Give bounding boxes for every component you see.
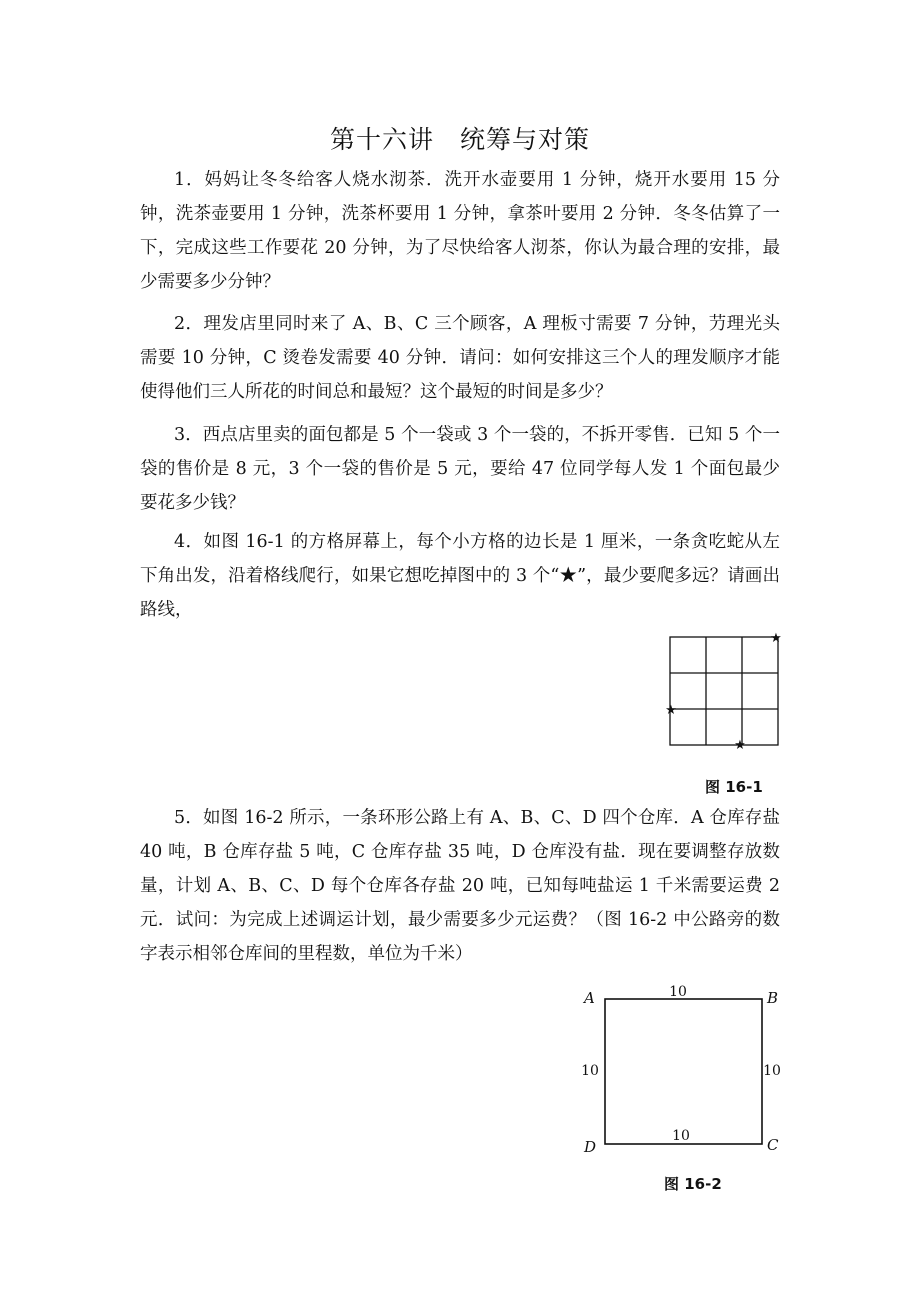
problem-3: 3．西点店里卖的面包都是 5 个一袋或 3 个一袋的，不拆开零售．已知 5 个一袋的售价是 8 元，3 个一袋的售价是 5 元，要给 47 位同学每人发 1 个面包最少要花多少钱？ xyxy=(140,425,780,513)
figure-16-2-caption: 图 16-2 xyxy=(664,1175,722,1193)
corner-label-d: D xyxy=(584,1138,597,1156)
corner-label-c: C xyxy=(767,1136,779,1154)
distance-bottom: 10 xyxy=(672,1128,690,1144)
distance-left: 10 xyxy=(581,1063,599,1079)
star-icon: ★ xyxy=(770,631,782,646)
corner-label-b: B xyxy=(767,989,779,1007)
distance-top: 10 xyxy=(669,984,687,1000)
road-square xyxy=(605,999,762,1144)
figure-16-1-caption: 图 16-1 xyxy=(705,778,763,796)
star-icon: ★ xyxy=(665,703,677,718)
problem-4: 4．如图 16-1 的方格屏幕上，每个小方格的边长是 1 厘米，一条贪吃蛇从左下角出发，沿着格线爬行，如果它想吃掉图中的 3 个“★”，最少要爬多远？请画出路线， xyxy=(140,532,780,620)
problem-5: 5．如图 16-2 所示，一条环形公路上有 A、B、C、D 四个仓库．A 仓库存盐 40 吨，B 仓库存盐 5 吨，C 仓库存盐 35 吨，D 仓库没有盐．现在要调整存放数量，计划 A、B、C、D 每个仓库各存盐 20 吨，已知每吨盐运 1 千米需要运费 2 元．试问：为完成上述调运计划，最少需要多少元运费？（图 16-2 中公路旁的数字表示相邻仓库间的里程数，单位为千米） xyxy=(140,808,780,964)
page-title: 第十六讲 统筹与对策 xyxy=(329,125,590,154)
distance-right: 10 xyxy=(763,1063,781,1079)
star-icon: ★ xyxy=(734,738,746,753)
problem-1: 1．妈妈让冬冬给客人烧水沏茶．洗开水壶要用 1 分钟，烧开水要用 15 分钟，洗茶壶要用 1 分钟，洗茶杯要用 1 分钟，拿茶叶要用 2 分钟．冬冬估算了一下，完成这些工作要花 20 分钟，为了尽快给客人沏茶，你认为最合理的安排，最少需要多少分钟？ xyxy=(140,170,780,292)
problem-2: 2．理发店里同时来了 A、B、C 三个顾客，A 理板寸需要 7 分钟，芀理光头需要 10 分钟，C 烫卷发需要 40 分钟．请问：如何安排这三个人的理发顺序才能使得他们三人所花的时间总和最短？这个最短的时间是多少？ xyxy=(140,314,780,402)
grid-outline xyxy=(670,637,778,745)
corner-label-a: A xyxy=(584,989,595,1007)
